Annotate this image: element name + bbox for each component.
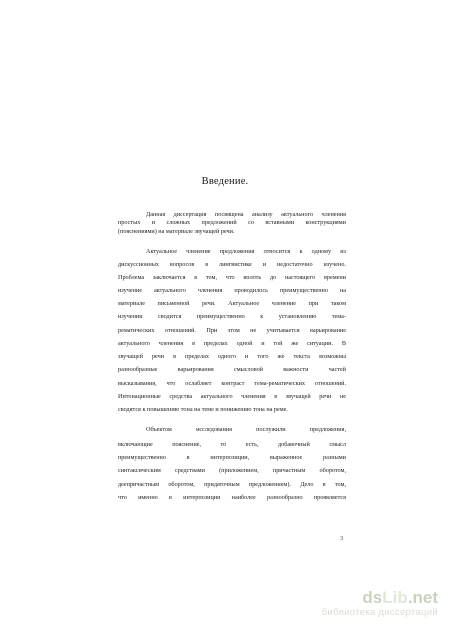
text-line: изучение актуального членения проводилось преимущественно на (118, 287, 346, 294)
text-line: материале письменной речи. Актуальное членение при таком (118, 300, 346, 307)
text-line: простых и сложных предложений со вставными конструкциями (118, 219, 346, 226)
watermark-brand-ds: ds (362, 588, 383, 607)
text-line: преимущественно в интерпозиции, выраженное разными (118, 454, 346, 461)
watermark-logo (298, 589, 438, 619)
text-line: звучащей речи в пределах одного и того же текста возможны (118, 353, 346, 360)
watermark-subtitle: библиотека диссертаций (321, 607, 438, 618)
text-line: изучении сводится преимущественно к установлению тема- (118, 313, 346, 320)
text-line: Данная диссертация посвящена анализу актуального членения (146, 211, 346, 218)
text-line: Актуальное членение предложения относится к одному из (146, 248, 346, 255)
watermark-brand-lib: Lib (382, 588, 408, 607)
watermark-brand (298, 589, 438, 607)
page-title: Введение. (201, 176, 249, 187)
text-line: что именно в интерпозиции наиболее разнообразно проявляется (118, 494, 346, 501)
text-line: Объектом исследования послужили предложения, (146, 426, 346, 433)
text-line: деепричастным оборотом, придаточным предложением). Дело в том, (118, 481, 346, 488)
text-line: включающие пояснение, то есть, добавочный смысл (118, 441, 346, 448)
text-line: разнообразные варьирования смысловой важности частей (118, 366, 346, 373)
text-line: дискуссионных вопросов в лингвистике и недостаточно изучено. (118, 261, 346, 268)
page-number: 3 (340, 536, 343, 542)
text-line: (пояснениями) на материале звучащей речи. (118, 228, 235, 235)
text-line: синтаксическим средствами (приложением, причастным оборотом, (118, 467, 346, 474)
text-line: сводятся к повышению тона на теме и понижению тона на реме. (118, 406, 288, 413)
text-line: актуального членения в пределах одной и той же ситуации. В (118, 340, 346, 347)
text-line: рематических отношений. При этом не учитывается варьирование (118, 327, 346, 334)
text-line: высказывания, что ослабляет контраст тема-рематических отношений. (118, 380, 346, 387)
watermark-brand-net: .net (407, 588, 438, 607)
text-line: Интонационные средства актуального членения в звучащей речи не (118, 393, 346, 400)
text-line: Проблема заключается в том, что вплоть до настоящего времени (118, 274, 346, 281)
